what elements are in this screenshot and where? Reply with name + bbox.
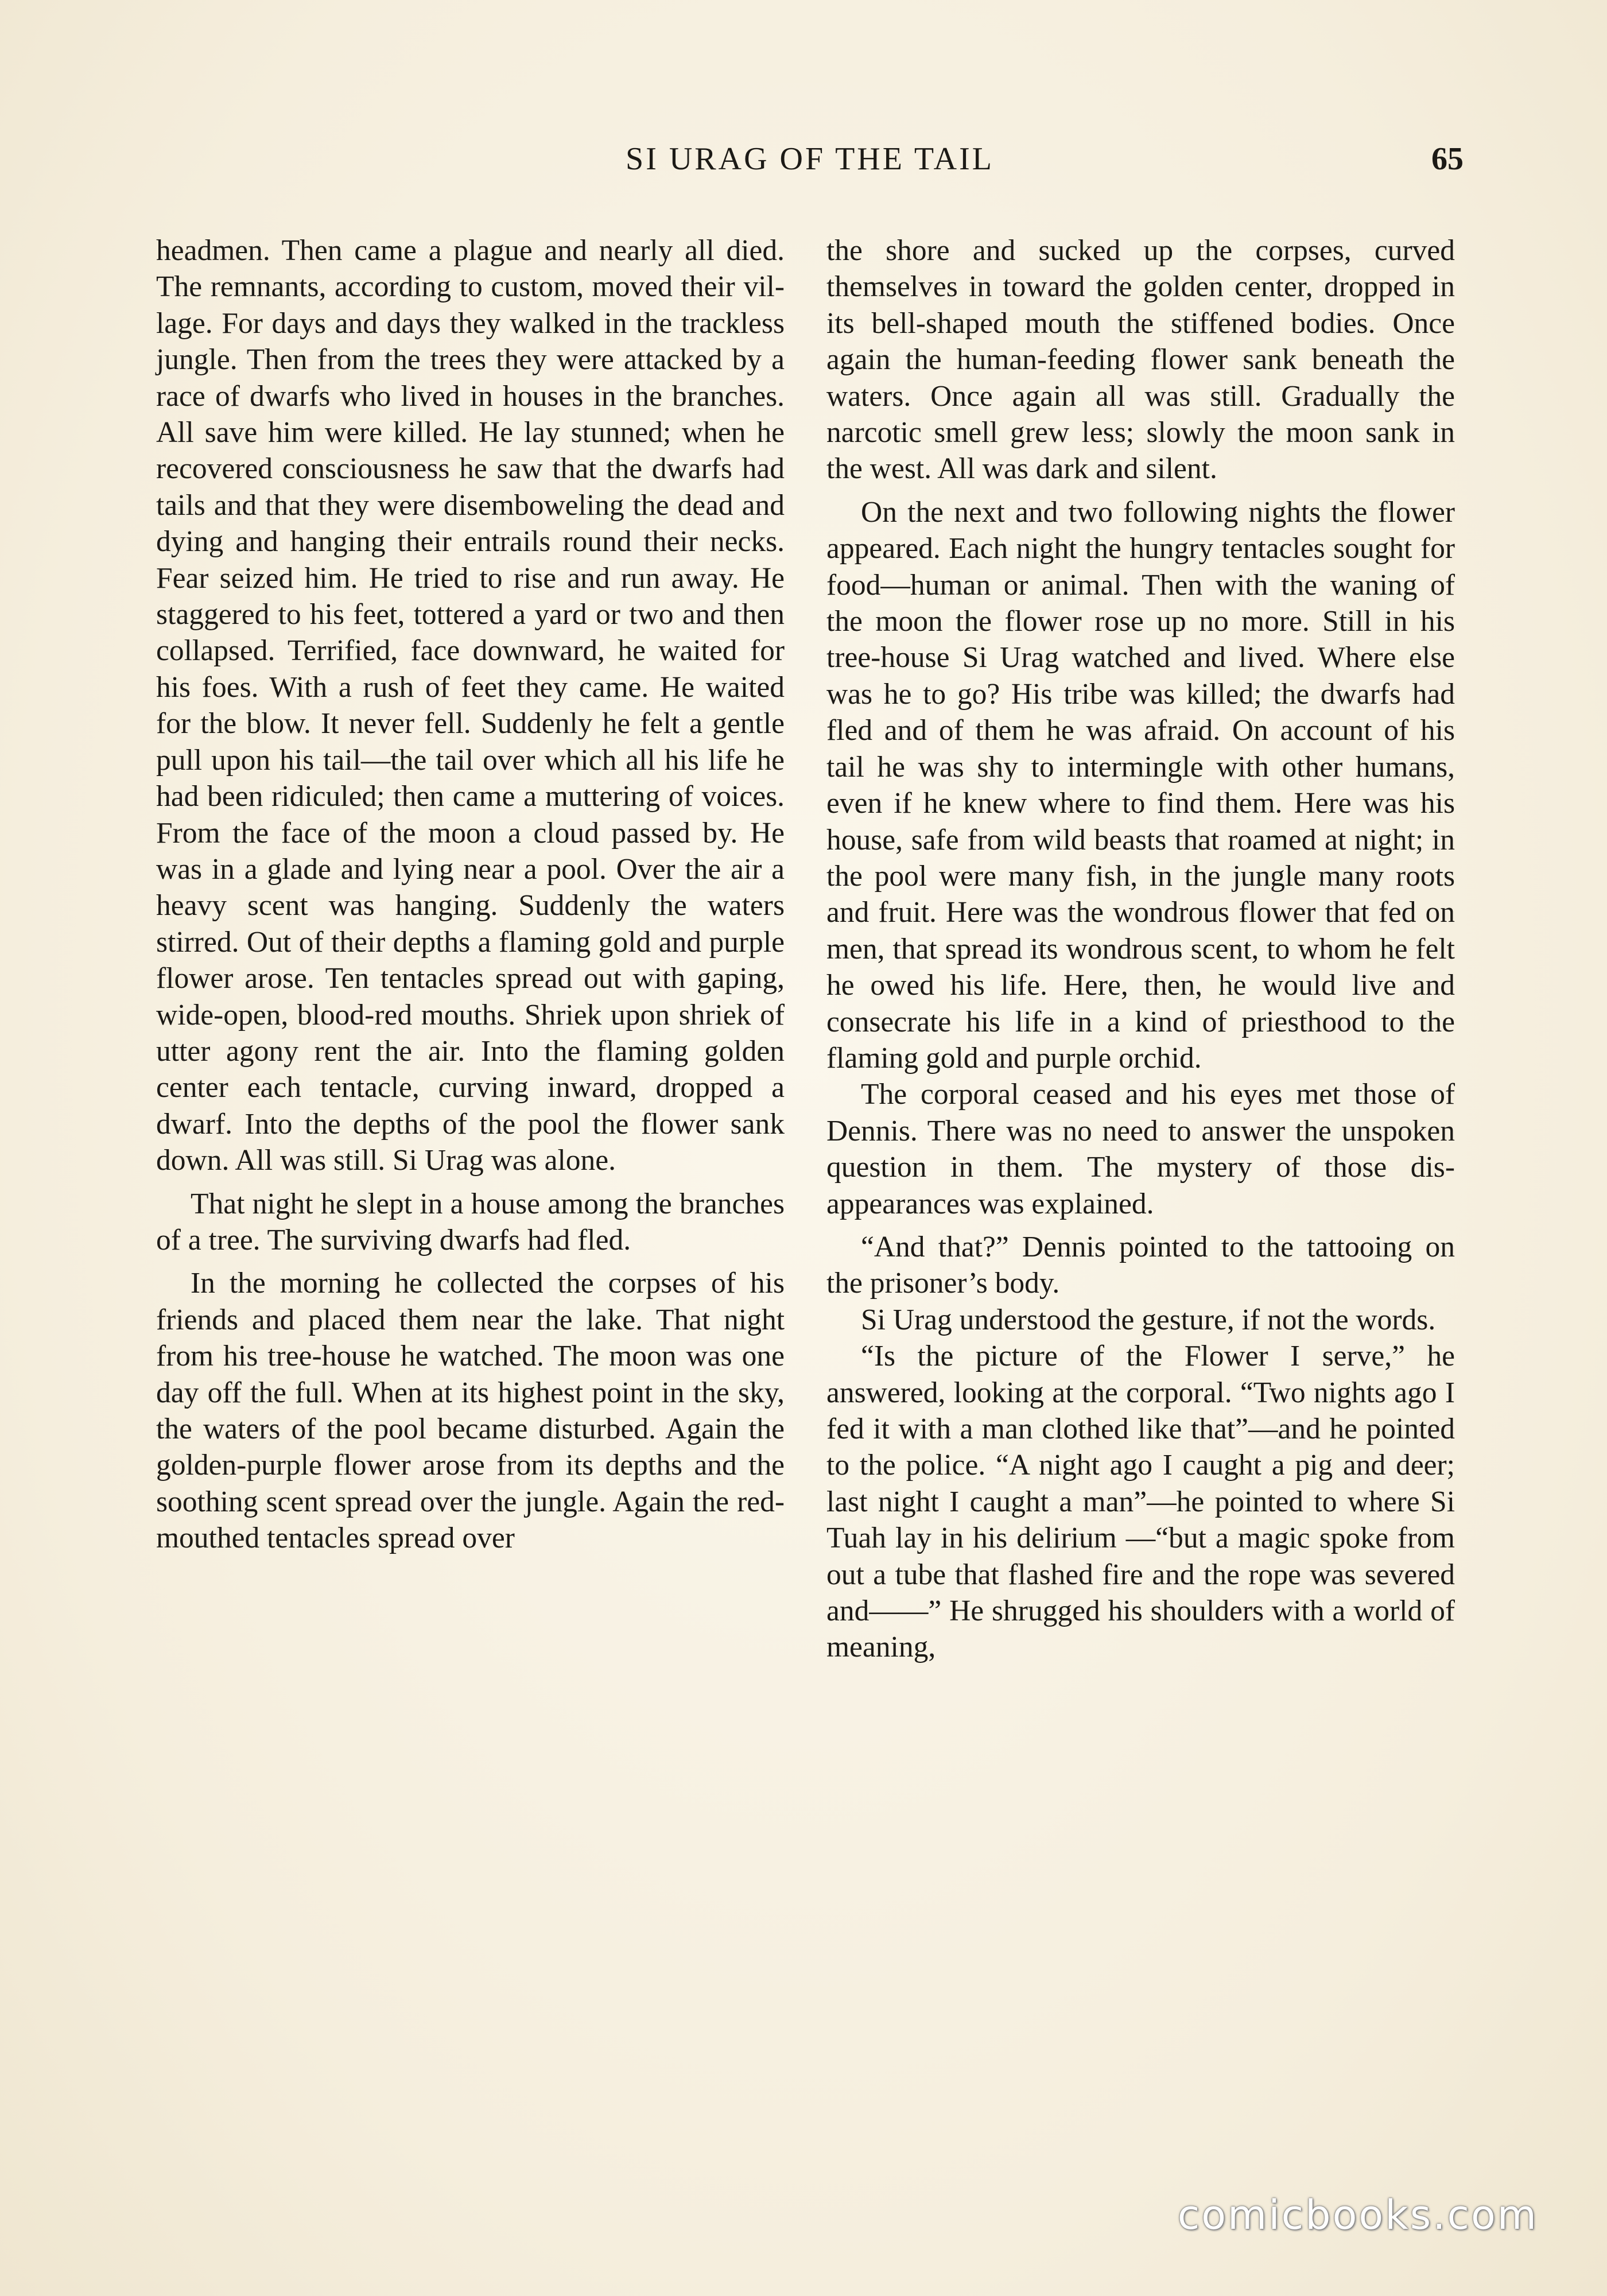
page-number: 65 [1431, 141, 1464, 177]
paragraph: headmen. Then came a plague and nearly all died. The remnants, according to custom, moved their village. For days and days they walked in the trackless jungle. Then from the trees they were attacked by a race of dwarfs who lived in houses in the branches. All save him were killed. He lay stunned; when he recovered consciousness he saw that the dwarfs had tails and that they were disemboweling the dead and dying and hanging their entrails round their necks. Fear seized him. He tried to rise and run away. He staggered to his feet, tottered a yard or two and then collapsed. Terrified, face downward, he waited for his foes. With a rush of feet they came. He waited for the blow. It never fell. Suddenly he felt a gentle pull upon his tail—the tail over which all his life he had been ridiculed; then came a muttering of voices. From the face of the moon a cloud passed by. He was in a glade and lying near a pool. Over the air a heavy scent was hanging. Suddenly the waters stirred. Out of their depths a flaming gold and purple flower arose. Ten tentacles spread out with gaping, wide-open, blood-red mouths. Shriek upon shriek of utter agony rent the air. Into the flaming golden center each tentacle, curving inward, dropped a dwarf. Into the depths of the pool the flower sank down. All was still. Si Urag was alone. [156, 234, 785, 1177]
paragraph: In the morning he collected the corpses of his friends and placed them near the lake. That night from his tree-house he watched. The moon was one day off the full. When at its highest point in the sky, the waters of the pool became disturbed. Again the golden-purple flower arose from its depths and the soothing scent spread over the jungle. Again the red-mouthed tentacles spread over [156, 1267, 785, 1555]
paragraph: The corporal ceased and his eyes met those of Dennis. There was no need to answer the unspoken question in them. The mystery of those disappearances was explained. [826, 1078, 1455, 1220]
running-head [156, 141, 1464, 187]
watermark: comicbooks.com [1177, 2192, 1538, 2239]
right-column [826, 232, 1455, 1666]
paragraph: “And that?” Dennis pointed to the tattooing on the prisoner’s body. [826, 1230, 1455, 1300]
running-title: SI URAG OF THE TAIL [626, 141, 994, 177]
paragraph: That night he slept in a house among the branches of a tree. The surviving dwarfs had fled. [156, 1187, 785, 1256]
paragraph: the shore and sucked up the corpses, curved themselves in toward the golden center, dropped in its bell-shaped mouth the stiffened bodies. Once again the human-feeding flower sank beneath the waters. Once again all was still. Gradually the narcotic smell grew less; slowly the moon sank in the west. All was dark and silent. [826, 234, 1455, 486]
paragraph: “Is the picture of the Flower I serve,” he answered, looking at the corporal. “Two nights ago I fed it with a man clothed like that”—and he pointed to the police. “A night ago I caught a pig and deer; last night I caught a man”—he pointed to where Si Tuah lay in his delirium —“but a magic spoke from out a tube that flashed fire and the rope was severed and——” He shrugged his shoulders with a world of meaning, [826, 1340, 1455, 1664]
paragraph: On the next and two following nights the flower appeared. Each night the hungry tentacles sought for food—human or animal. Then with the waning of the moon the flower rose up no more. Still in his tree-house Si Urag watched and lived. Where else was he to go? His tribe was killed; the dwarfs had fled and of them he was afraid. On account of his tail he was shy to intermingle with other humans, even if he knew where to find them. Here was his house, safe from wild beasts that roamed at night; in the pool were many fish, in the jungle many roots and fruit. Here was the wondrous flower that fed on men, that spread its wondrous scent, to whom he felt he owed his life. Here, then, he would live and consecrate his life in a kind of priesthood to the flaming gold and purple orchid. [826, 495, 1455, 1075]
paragraph: Si Urag understood the gesture, if not the words. [861, 1303, 1436, 1336]
left-column [156, 232, 785, 1557]
